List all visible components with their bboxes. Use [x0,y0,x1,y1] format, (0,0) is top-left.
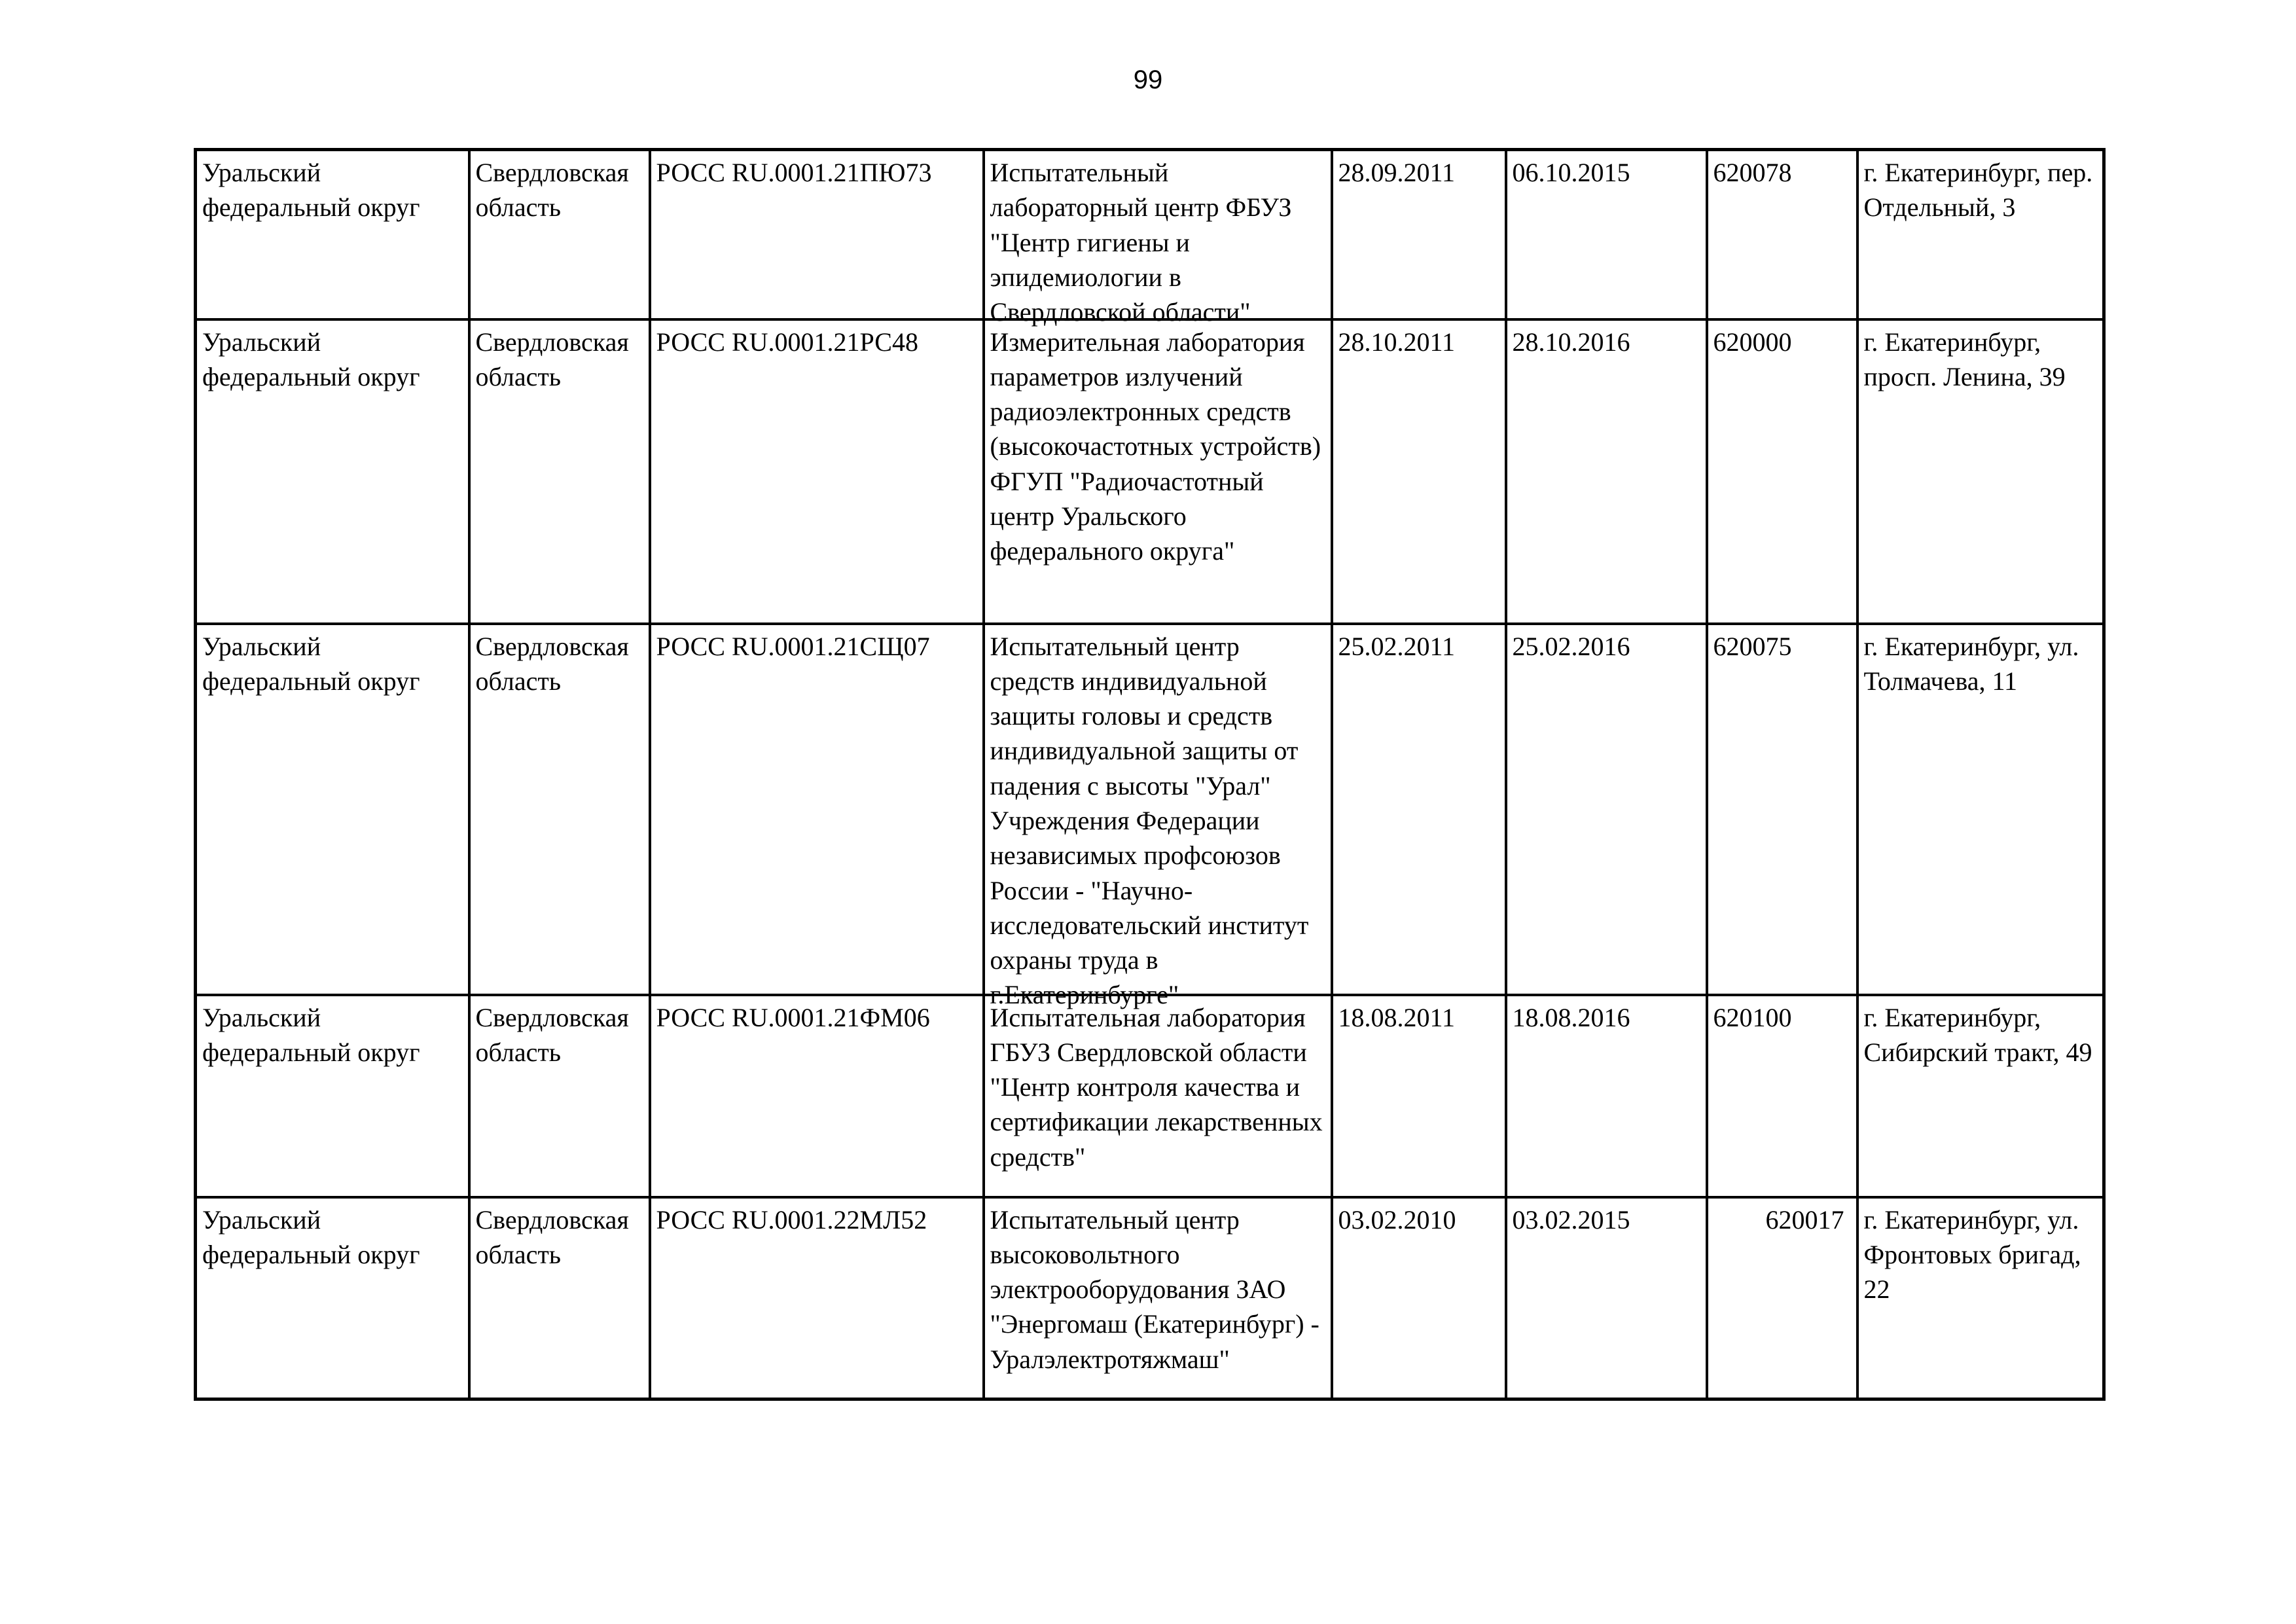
certificate-cell: РОСС RU.0001.22МЛ52 [650,1197,984,1399]
district-cell: Уральский федеральный округ [196,1197,469,1399]
region-cell: Свердловская область [469,319,650,624]
date-from-cell: 18.08.2011 [1332,995,1506,1197]
date-to-cell: 28.10.2016 [1506,319,1707,624]
date-from-cell: 28.09.2011 [1332,150,1506,319]
certificate-cell: РОСС RU.0001.21РС48 [650,319,984,624]
address-cell: г. Екатеринбург, просп. Ленина, 39 [1857,319,2104,624]
table-row [196,319,2104,624]
certificate-cell: РОСС RU.0001.21СЩ07 [650,624,984,995]
address-cell: г. Екатеринбург, Сибирский тракт, 49 [1857,995,2104,1197]
date-to-cell: 06.10.2015 [1506,150,1707,319]
laboratory-registry-table [194,148,2106,1401]
date-to-cell: 25.02.2016 [1506,624,1707,995]
region-cell: Свердловская область [469,624,650,995]
table-row [196,1197,2104,1399]
address-cell: г. Екатеринбург, пер. Отдельный, 3 [1857,150,2104,319]
postal-code-cell: 620017 [1707,1197,1857,1399]
laboratory-name-cell: Измерительная лаборатория параметров излучений радиоэлектронных средств (высокочастотных устройств) ФГУП "Радиочастотный центр Уральского федерального округа" [984,319,1332,624]
address-cell: г. Екатеринбург, ул. Толмачева, 11 [1857,624,2104,995]
district-cell: Уральский федеральный округ [196,624,469,995]
page-number: 99 [1133,65,1163,94]
laboratory-name-cell: Испытательный центр средств индивидуальной защиты головы и средств индивидуальной защиты от падения с высоты "Урал" Учреждения Федерации независимых профсоюзов России - "Научно-исследовательский институт охраны труда в г.Екатеринбурге" [984,624,1332,995]
laboratory-name-cell: Испытательный центр высоковольтного электрооборудования ЗАО "Энергомаш (Екатеринбург) - Уралэлектротяжмаш" [984,1197,1332,1399]
table-row [196,995,2104,1197]
address-cell: г. Екатеринбург, ул. Фронтовых бригад, 22 [1857,1197,2104,1399]
region-cell: Свердловская область [469,150,650,319]
district-cell: Уральский федеральный округ [196,995,469,1197]
date-from-cell: 28.10.2011 [1332,319,1506,624]
postal-code-cell: 620000 [1707,319,1857,624]
date-from-cell: 03.02.2010 [1332,1197,1506,1399]
table-row [196,150,2104,319]
postal-code-cell: 620075 [1707,624,1857,995]
certificate-cell: РОСС RU.0001.21ФМ06 [650,995,984,1197]
date-from-cell: 25.02.2011 [1332,624,1506,995]
laboratory-name-cell: Испытательная лаборатория ГБУЗ Свердловской области "Центр контроля качества и сертификации лекарственных средств" [984,995,1332,1197]
laboratory-name-cell: Испытательный лабораторный центр ФБУЗ "Центр гигиены и эпидемиологии в Свердловской области" [984,150,1332,319]
certificate-cell: РОСС RU.0001.21ПЮ73 [650,150,984,319]
date-to-cell: 18.08.2016 [1506,995,1707,1197]
region-cell: Свердловская область [469,1197,650,1399]
postal-code-cell: 620078 [1707,150,1857,319]
region-cell: Свердловская область [469,995,650,1197]
district-cell: Уральский федеральный округ [196,319,469,624]
postal-code-cell: 620100 [1707,995,1857,1197]
table-row [196,624,2104,995]
district-cell: Уральский федеральный округ [196,150,469,319]
date-to-cell: 03.02.2015 [1506,1197,1707,1399]
